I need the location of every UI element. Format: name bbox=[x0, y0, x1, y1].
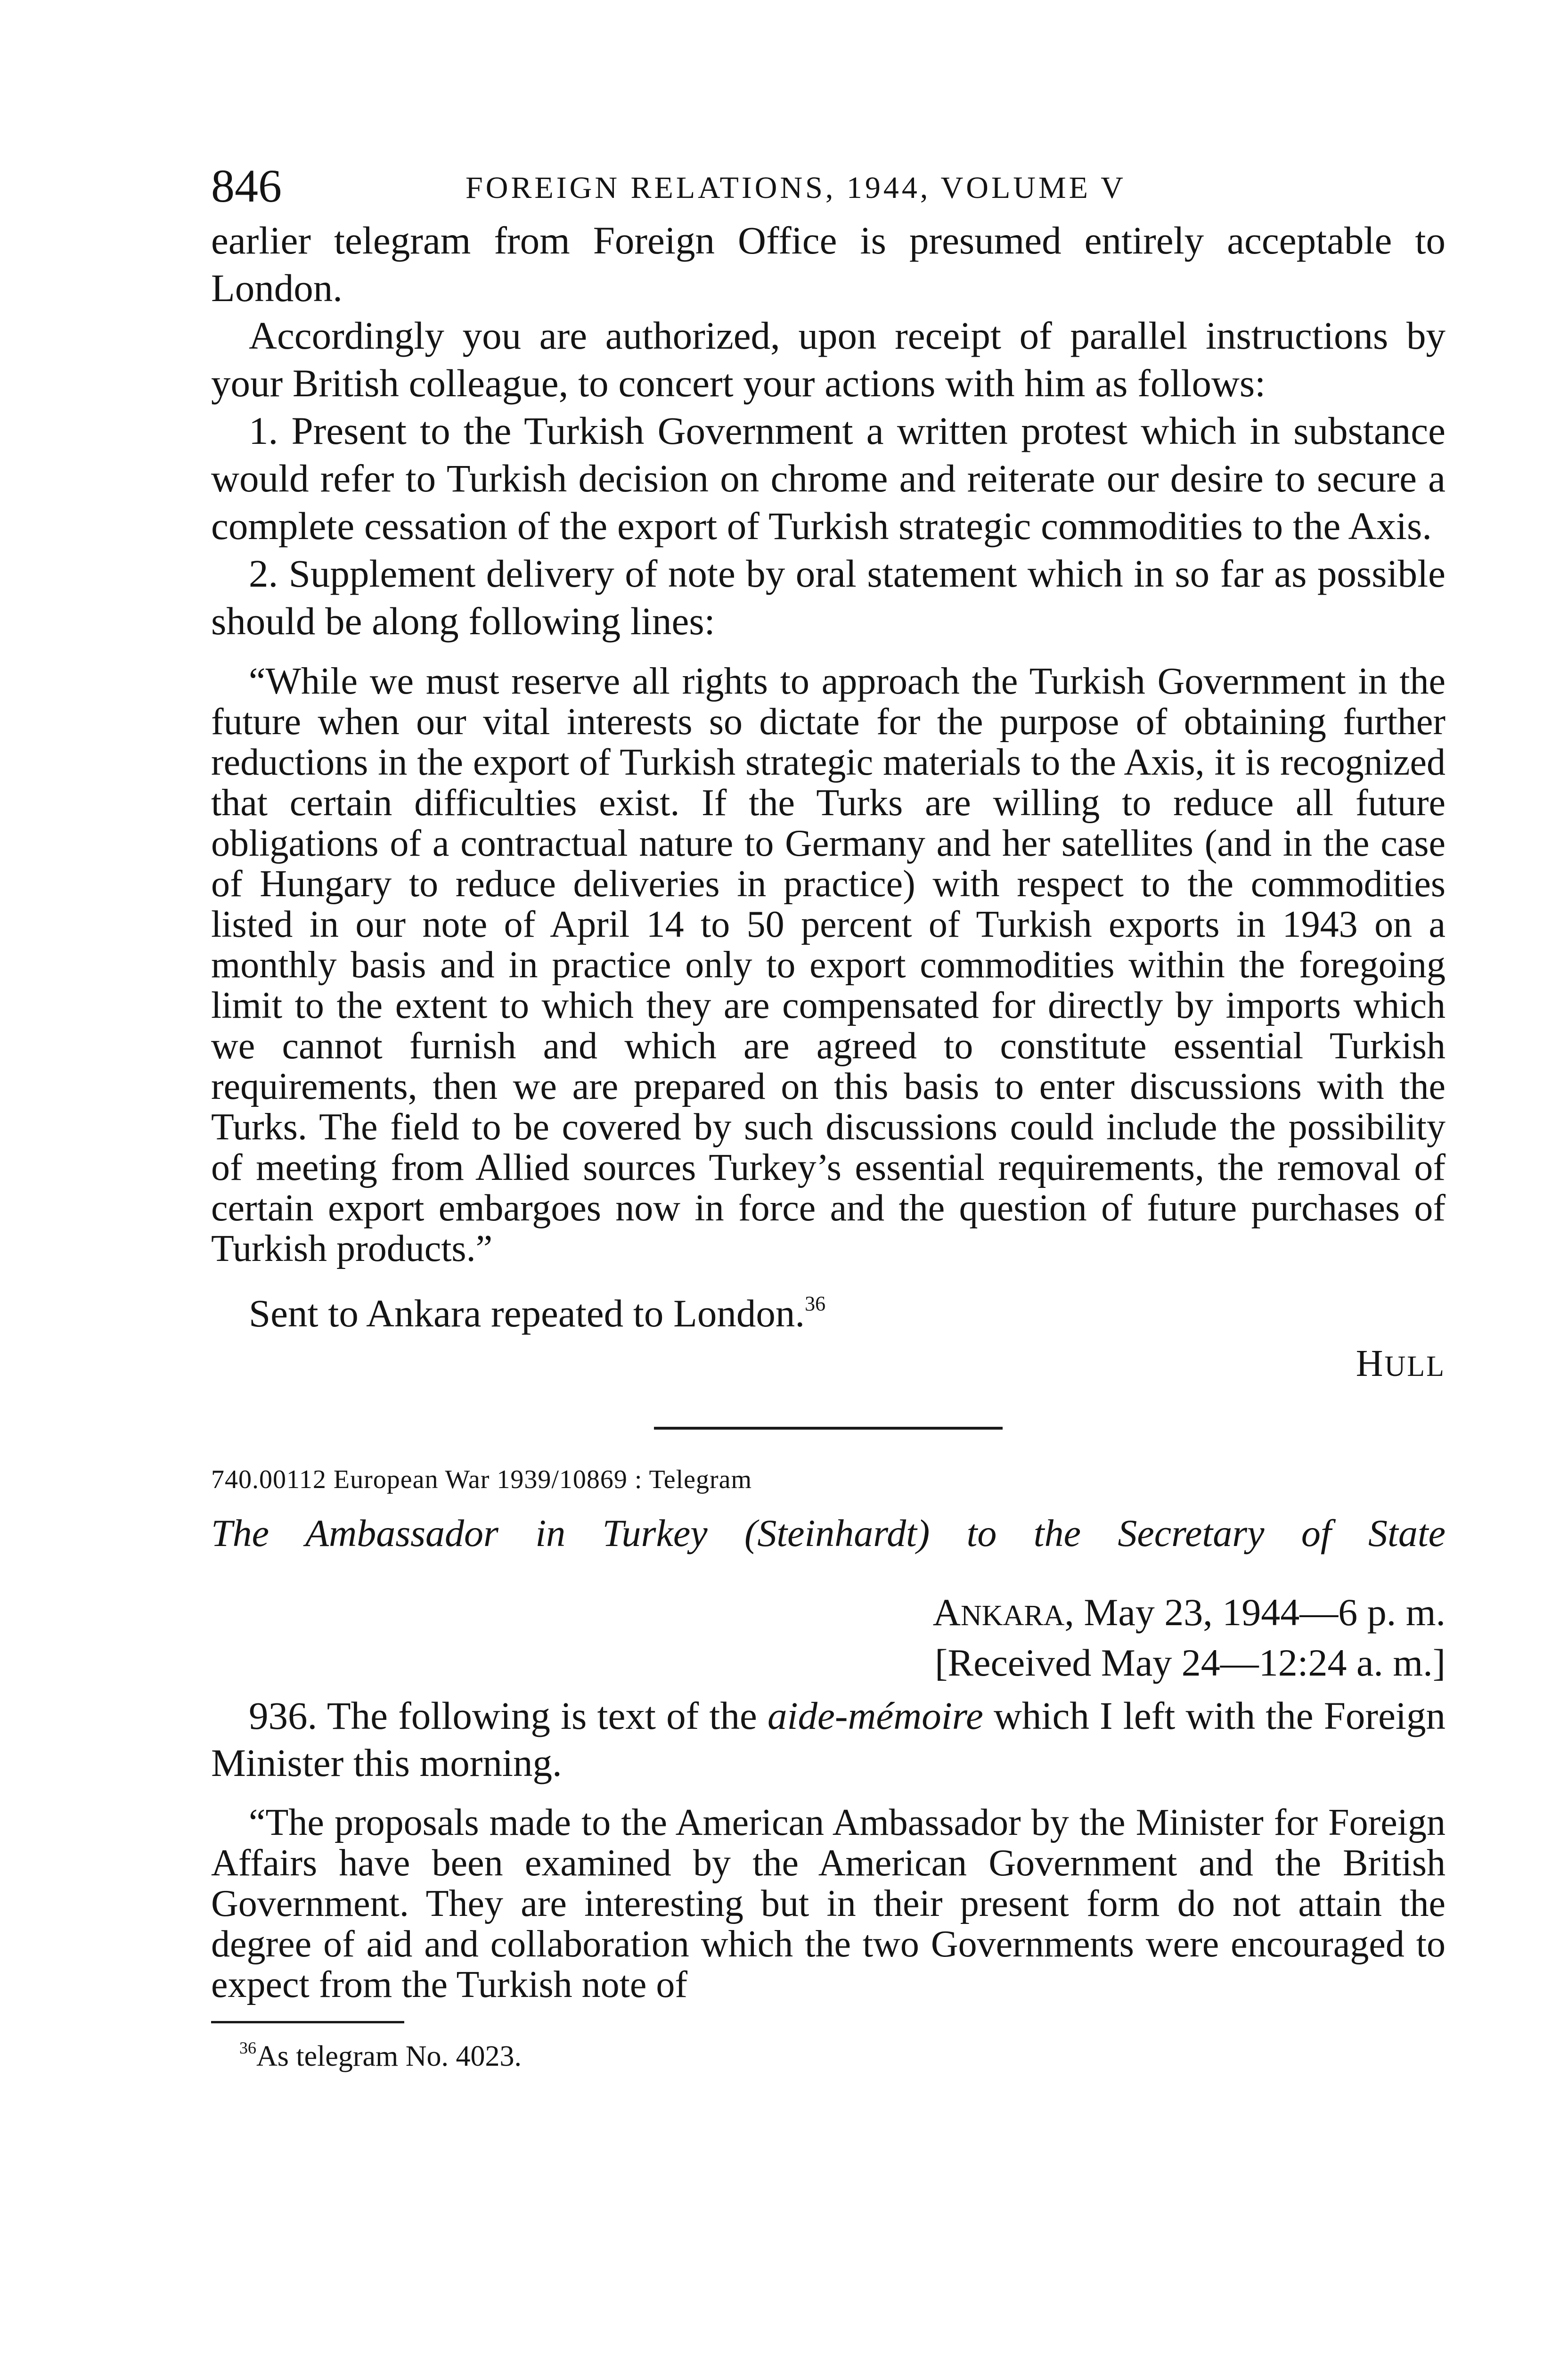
aide-memoire-quote: “The proposals made to the American Ambassador by the Minister for Foreign Affairs have been examined by the American Government and the British Government. They are interesting but in their present form do not attain the degree of aid and collaboration which the two Governments were encouraged to expect from the Turkish note of bbox=[211, 1802, 1446, 2005]
section-divider bbox=[654, 1427, 1003, 1430]
dateline bbox=[211, 1589, 1446, 1639]
oral-statement-quote: “While we must reserve all rights to approach the Turkish Government in the future when our vital interests so dictate for the purpose of obtaining further reductions in the export of Turkish strategic materials to the Axis, it is recognized that certain difficulties exist. If the Turks are willing to reduce all future obligations of a contractual nature to Germany and her satellites (and in the case of Hungary to reduce deliveries in practice) with respect to the commodities listed in our note of April 14 to 50 percent of Turkish exports in 1943 on a monthly basis and in practice only to export commodities within the foregoing limit to the extent to which they are compensated for directly by imports which we cannot furnish and which are agreed to constitute essential Turkish requirements, then we are prepared on this basis to enter discussions with the Turks. The field to be covered by such discussions could include the possibility of meeting from Allied sources Turkey’s essential requirements, the removal of certain export embargoes now in force and the question of future purchases of Turkish products.” bbox=[211, 661, 1446, 1269]
dateline-place-rest: NKARA bbox=[960, 1600, 1065, 1632]
authorization-paragraph: Accordingly you are authorized, upon receipt of parallel instructions by your British colleague, to concert your actions with him as follows: bbox=[211, 314, 1446, 405]
para-936-end: which I left with the Foreign Minister this morning. bbox=[211, 1694, 1446, 1784]
file-reference: 740.00112 European War 1939/10869 : Telegram bbox=[211, 1465, 752, 1494]
sent-line bbox=[211, 1290, 1446, 1337]
dateline-place-initial: A bbox=[932, 1591, 961, 1634]
received-line: [Received May 24—12:24 a. m.] bbox=[935, 1641, 1446, 1684]
document-title: The Ambassador in Turkey (Steinhardt) to the Secretary of State bbox=[211, 1512, 1446, 1554]
para-936-start: 936. The following is text of the bbox=[249, 1694, 768, 1737]
aide-memoire-term: aide-mémoire bbox=[767, 1694, 983, 1737]
instruction-1: 1. Present to the Turkish Government a written protest which in substance would refer to Turkish decision on chrome and reiterate our desire to secure a complete cessation of the export of Turkish strategic commodities to the Axis. bbox=[211, 409, 1446, 548]
footnote-text: As telegram No. 4023. bbox=[256, 2040, 522, 2072]
instruction-2: 2. Supplement delivery of note by oral statement which in so far as possible should be along following lines: bbox=[211, 552, 1446, 643]
continuation-paragraph: earlier telegram from Foreign Office is presumed entirely acceptable to London. bbox=[211, 219, 1446, 310]
footnote-rule bbox=[211, 2021, 404, 2023]
signature-rest: ULL bbox=[1384, 1350, 1446, 1383]
dateline-date: , May 23, 1944—6 p. m. bbox=[1064, 1591, 1446, 1634]
sent-text: Sent to Ankara repeated to London. bbox=[249, 1292, 805, 1335]
footnote-number: 36 bbox=[239, 2038, 256, 2057]
running-header bbox=[211, 160, 1446, 217]
running-title: FOREIGN RELATIONS, 1944, VOLUME V bbox=[466, 171, 1126, 205]
footnote bbox=[211, 2037, 1446, 2076]
document-page bbox=[211, 160, 1446, 2076]
page-number: 846 bbox=[211, 160, 282, 212]
signature-initial: H bbox=[1356, 1343, 1385, 1384]
signature bbox=[211, 1340, 1446, 1390]
paragraph-936 bbox=[211, 1692, 1446, 1786]
footnote-ref: 36 bbox=[805, 1292, 826, 1315]
